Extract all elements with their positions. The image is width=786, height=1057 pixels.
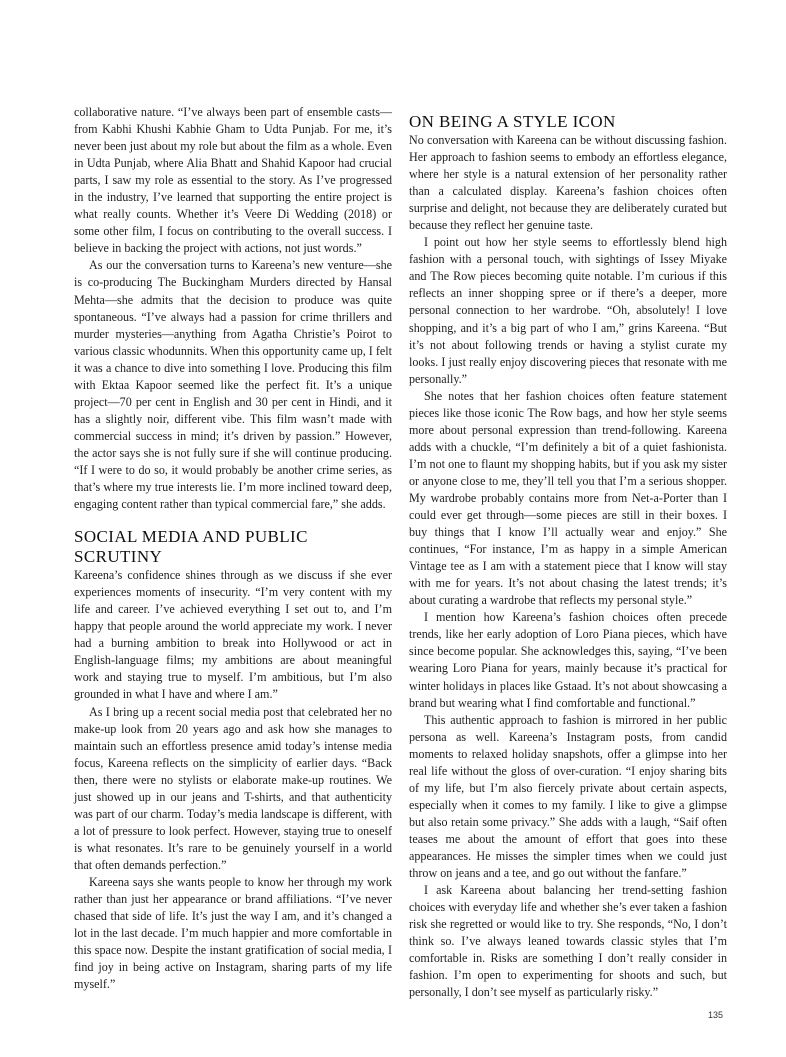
- section-heading-style-icon: ON BEING A STYLE ICON: [409, 112, 616, 131]
- body-paragraph: I point out how her style seems to effortlessly blend high fashion with a personal touch, with sightings of Issey Miyake and The Row pieces becoming quite notable. I’m curious if this reflects an inner shopping spree or if there’s a deeper, more personal connection to her wardrobe. “Oh, absolutely! I love shopping, and it’s a big part of who I am,” grins Kareena. “But it’s not about following trends or having a stylist curate my looks. I just really enjoy discovering pieces that resonate with me personally.”: [409, 235, 727, 386]
- body-paragraph: Kareena’s confidence shines through as we discuss if she ever experiences moments of insecurity. “I’m very content with my life and career. I’ve achieved everything I set out to, and I’m happy that people around the world appreciate my work. I never had a burning ambition to break into Hollywood or act in English-language films; my ambitions are about meaningful work and staying true to myself. I’m ambitious, but I’m also grounded in what I have and where I am.”: [74, 568, 392, 702]
- body-paragraph: Kareena says she wants people to know her through my work rather than just her appearance or brand affiliations. “I’ve never chased that side of life. It’s just the way I am, and it’s changed a lot in the last decade. I’m much happier and more comfortable in this space now. Despite the instant gratification of social media, I find joy in being active on Instagram, sharing parts of my life myself.”: [74, 874, 392, 992]
- body-paragraph: She notes that her fashion choices often feature statement pieces like those iconic The Row bags, and how her style seems more about personal expression than trend-following. Kareena adds with a chuckle, “I’m definitely a bit of a quiet fashionista. I’m not one to flaunt my shopping habits, but if you ask my sister or anyone close to me, they’ll tell you that I’m a serious shopper. My wardrobe probably contains more from Net-a-Porter than I could ever get through—some pieces are still in their boxes. I buy things that I know I’ll actually wear and enjoy.” She continues, “For instance, I’m as happy in a simple American Vintage tee as I am with a statement piece that I know will stay with me for years. It’s not about chasing the latest trends; it’s about curating a wardrobe that reflects my personal style.”: [409, 388, 727, 608]
- body-paragraph: I ask Kareena about balancing her trend-setting fashion choices with everyday life and whether she’s ever taken a fashion risk she regretted or would like to try. She responds, “No, I don’t think so. I’ve always leaned towards classic styles that I’m comfortable in. Risks are something I don’t really consider in fashion. I’m open to experimenting for shoots and such, but personally, I don’t see myself as particularly risky.”: [409, 883, 727, 1000]
- body-paragraph: I mention how Kareena’s fashion choices often precede trends, like her early adoption of Loro Piana pieces, which have since become popular. She acknowledges this, saying, “I’ve been wearing Loro Piana for years, mainly because it’s practical for winter holidays in places like Gstaad. It’s not about showcasing a brand but wearing what I find comfortable and functional.”: [409, 610, 727, 710]
- body-paragraph: As I bring up a recent social media post that celebrated her no make-up look from 20 years ago and ask how she manages to maintain such an effortless presence amid today’s intense media focus, Kareena reflects on the simplicity of earlier days. “Back then, there were no stylists or elaborate make-up routines. We just showed up in our jeans and T-shirts, and that authenticity was part of our charm. Today’s media landscape is different, with a lot of pressure to look perfect. However, staying true to oneself is what resonates. It’s rare to be genuinely yourself in a world that often demands perfection.”: [74, 704, 392, 872]
- body-paragraph: No conversation with Kareena can be without discussing fashion. Her approach to fashion seems to embody an effortless elegance, where her style is a natural extension of her personality rather than a calculated display. Kareena’s fashion choices often surprise and delight, not because they are deliberately curated but because they reflect her genuine taste.: [409, 133, 727, 233]
- body-paragraph: collaborative nature. “I’ve always been part of ensemble casts—from Kabhi Khushi Kabhie Gham to Udta Punjab. For me, it’s never been just about my role but about the film as a whole. Even in Udta Punjab, where Alia Bhatt and Shahid Kapoor had crucial parts, I saw my role as essential to the story. As I’ve progressed in the industry, I’ve learned that supporting the entire project is what really counts. Whether it’s Veere Di Wedding (2018) or some other film, I focus on contributing to the overall success. I believe in backing the project with actions, not just words.”: [74, 105, 392, 256]
- section-heading-social-media: SOCIAL MEDIA AND PUBLIC SCRUTINY: [74, 527, 308, 567]
- page-number: 135: [708, 1010, 724, 1020]
- body-paragraph: As our the conversation turns to Kareena’s new venture—she is co-producing The Buckingham Murders directed by Hansal Mehta—she admits that the decision to produce was quite spontaneous. “I’ve always had a passion for crime thrillers and murder mysteries—anything from Agatha Christie’s Poirot to various classic whodunnits. When this opportunity came up, I felt it was a chance to dive into something I love. Producing this film with Ektaa Kapoor seemed like the perfect fit. It’s a unique project—70 per cent in English and 30 per cent in Hindi, and it has a slightly noir, different vibe. This film wasn’t made with commercial success in mind; it’s driven by passion.” However, the actor says she is not fully sure if she will continue producing. “If I were to do so, it would probably be another crime series, as that’s where my true interests lie. I’m more inclined toward deep, engaging content rather than typical commercial fare,” she adds.: [74, 258, 392, 512]
- right-column: [409, 112, 727, 1001]
- left-column: [74, 104, 392, 993]
- body-paragraph: This authentic approach to fashion is mirrored in her public persona as well. Kareena’s Instagram posts, from candid moments to relaxed holiday snapshots, offer a glimpse into her real life without the gloss of over-curation. “I enjoy sharing bits of my life, but I’m also fiercely private about certain aspects, especially when it comes to my family. I like to give a glimpse but also retain some privacy.” She adds with a laugh, “Saif often teases me about the amount of effort that goes into these appearances. He misses the simpler times when we could just throw on jeans and a tee, and go out without the fanfare.”: [409, 712, 727, 881]
